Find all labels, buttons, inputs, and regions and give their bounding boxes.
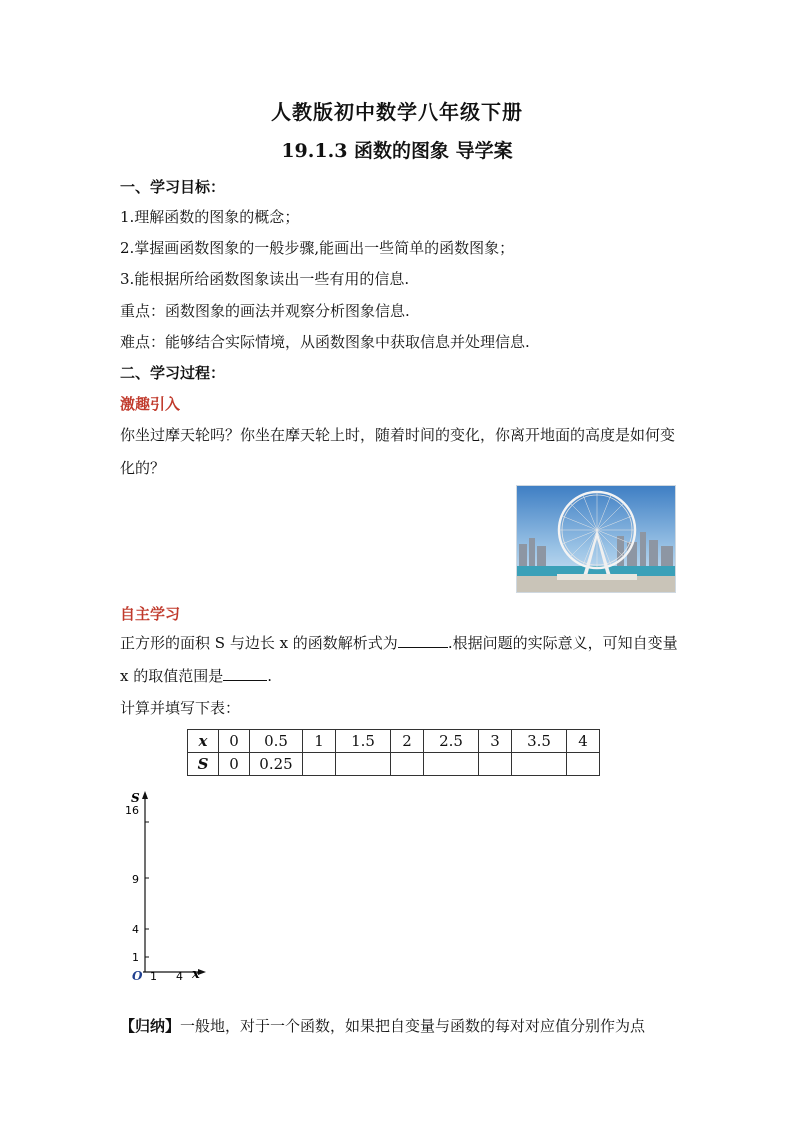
self-study-part-2: .根据问题的实际意义，可知自变量 x 的取值范围是 [120, 634, 678, 685]
y-tick-label: 4 [132, 923, 139, 936]
document-subtitle: 19.1.3 函数的图象 导学案 [281, 140, 513, 162]
formula-blank[interactable] [398, 633, 448, 648]
y-tick-label: 9 [132, 873, 139, 886]
self-study-part-3: . [267, 667, 273, 685]
y-tick-label: 1 [132, 951, 139, 964]
objective-item-1: 1.理解函数的图象的概念； [120, 208, 300, 226]
self-study-part-1: 正方形的面积 S 与边长 x 的函数解析式为 [120, 634, 398, 652]
x-cell: 4 [567, 730, 600, 753]
summary-label: 【归纳】 [120, 1017, 181, 1035]
x-tick-label: 4 [176, 970, 183, 983]
table-row-s [188, 753, 600, 776]
x-cell: 0 [219, 730, 250, 753]
x-cell: 2.5 [424, 730, 479, 753]
difficulty: 难点：能够结合实际情境，从函数图象中获取信息并处理信息. [120, 333, 530, 351]
s-cell[interactable] [303, 753, 336, 776]
ferris-wheel-image [516, 485, 676, 593]
x-cell: 3 [479, 730, 512, 753]
s-cell[interactable] [336, 753, 391, 776]
s-cell[interactable] [391, 753, 424, 776]
document-title: 人教版初中数学八年级下册 [271, 100, 523, 124]
s-cell[interactable] [424, 753, 479, 776]
x-cell: 0.5 [250, 730, 303, 753]
intro-text: 你坐过摩天轮吗？你坐在摩天轮上时，随着时间的变化，你离开地面的高度是如何变化的？ [120, 426, 676, 477]
objective-item-2: 2.掌握画函数图象的一般步骤,能画出一些简单的函数图象； [120, 239, 515, 257]
table-row-x [188, 730, 600, 753]
self-study-text [120, 627, 680, 693]
s-cell: 0 [219, 753, 250, 776]
range-blank[interactable] [223, 666, 267, 681]
self-study-label: 自主学习 [120, 605, 181, 623]
y-tick-label: 16 [125, 804, 139, 817]
objectives-heading: 一、学习目标： [120, 178, 226, 196]
summary-paragraph [120, 1015, 645, 1036]
x-cell: 3.5 [512, 730, 567, 753]
s-header-cell: S [188, 753, 219, 776]
s-cell[interactable] [512, 753, 567, 776]
x-header-cell: x [188, 730, 219, 753]
table-instruction: 计算并填写下表： [120, 699, 241, 717]
process-heading: 二、学习过程： [120, 364, 226, 382]
x-cell: 2 [391, 730, 424, 753]
summary-text: 一般地，对于一个函数，如果把自变量与函数的每对对应值分别作为点 [180, 1017, 646, 1035]
coordinate-graph [112, 788, 222, 984]
s-cell[interactable] [479, 753, 512, 776]
intro-label: 激趣引入 [120, 395, 181, 413]
value-table [187, 729, 600, 776]
y-axis-arrow-icon [142, 791, 148, 799]
y-axis-label: S [131, 791, 140, 805]
x-cell: 1 [303, 730, 336, 753]
objective-item-3: 3.能根据所给函数图象读出一些有用的信息. [120, 270, 410, 288]
key-point: 重点：函数图象的画法并观察分析图象信息. [120, 302, 410, 320]
x-cell: 1.5 [336, 730, 391, 753]
s-cell[interactable] [567, 753, 600, 776]
x-axis-label: x [192, 967, 200, 982]
origin-label: O [132, 969, 143, 983]
x-tick-label: 1 [150, 970, 157, 983]
s-cell: 0.25 [250, 753, 303, 776]
